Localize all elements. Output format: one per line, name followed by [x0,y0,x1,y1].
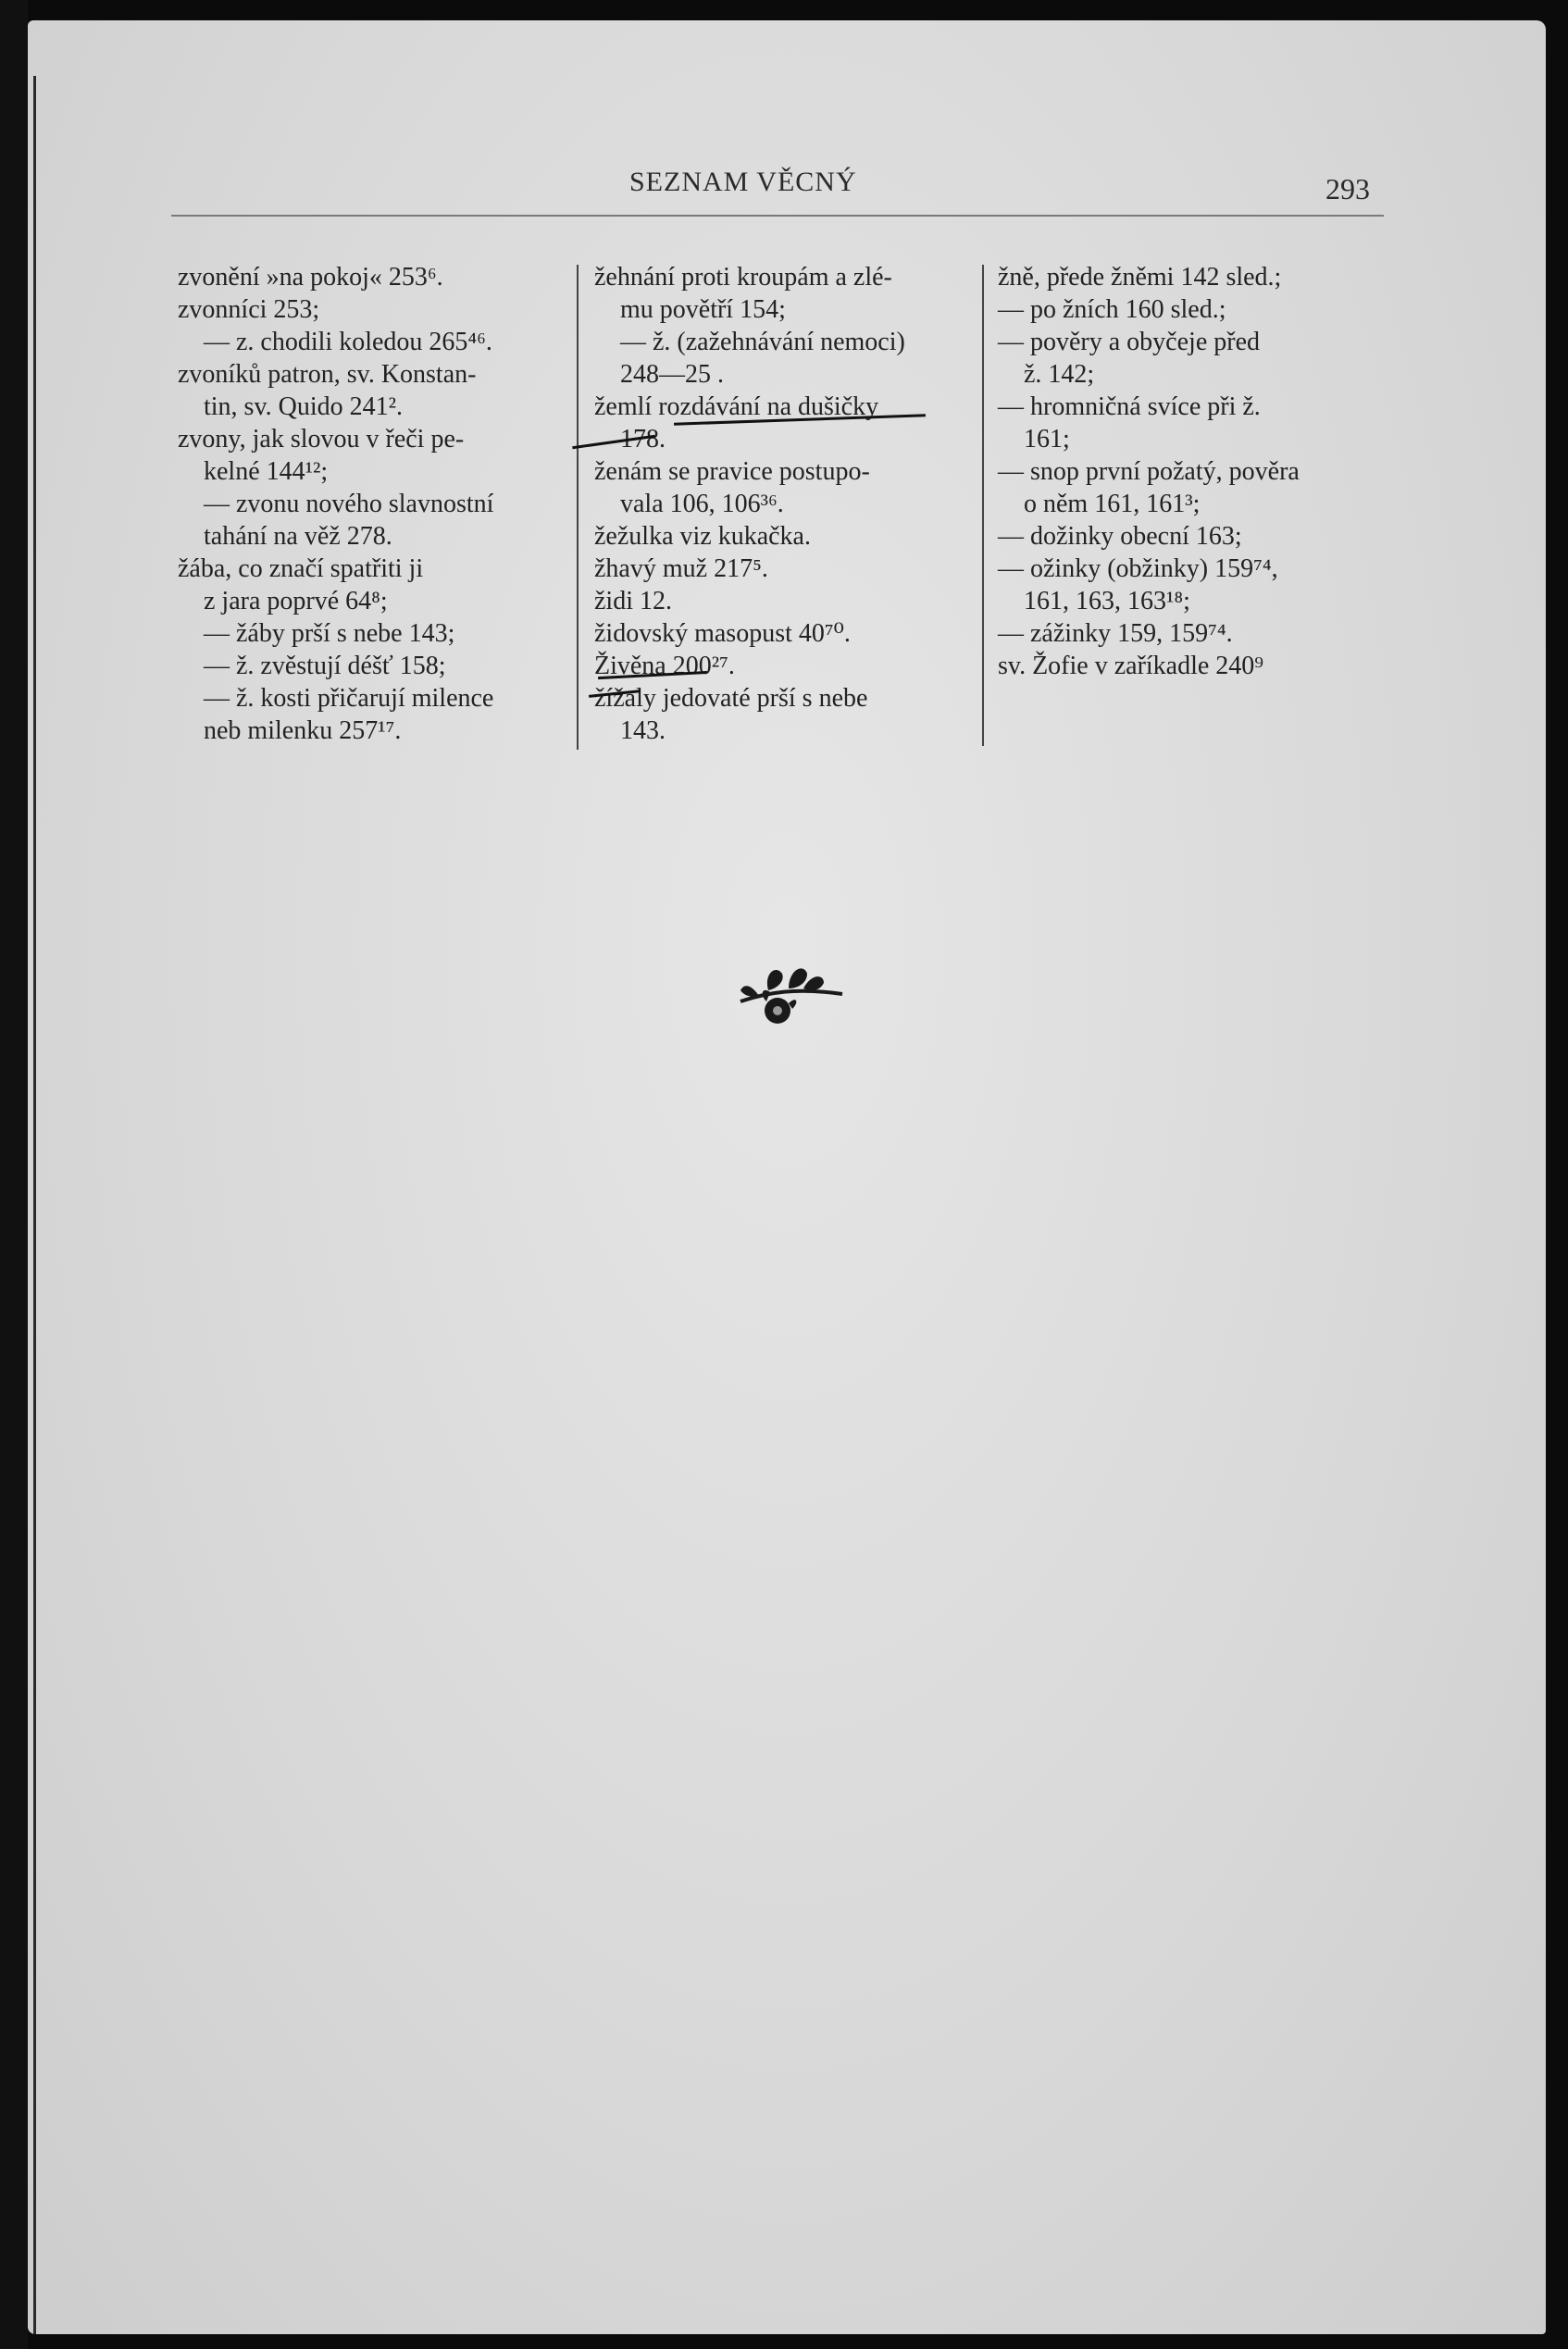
column-divider-2 [982,265,984,746]
page-edge-shadow [33,76,36,2334]
index-entry-line: 143. [620,716,666,745]
index-entry-line: — zážinky 159, 159⁷⁴. [998,619,1233,648]
index-column-3 [998,261,1387,682]
index-entry-line: — snop první požatý, pověra [998,457,1300,486]
index-entry-line: Živěna 200²⁷. [594,652,735,680]
index-entry-line: — z. chodili koledou 265⁴⁶. [204,328,492,356]
index-entry-line: mu povětří 154; [620,295,786,324]
index-entry-line: 161; [1024,425,1070,454]
index-entry-line: žehnání proti kroupám a zlé- [594,263,892,292]
index-entry-line: kelné 144¹²; [204,457,329,486]
index-entry-line: sv. Žofie v zaříkadle 240⁹ [998,652,1264,680]
index-entry-line: žába, co značí spatřiti ji [178,554,424,583]
index-entry-line: tin, sv. Quido 241². [204,392,404,421]
running-title: SEZNAM VĚCNÝ [629,167,857,197]
index-entry-line: zvoníků patron, sv. Konstan- [178,360,477,389]
index-entry-line: neb milenku 257¹⁷. [204,716,402,745]
index-entry-line: — zvonu nového slavnostní [204,490,494,518]
scan-border-left [0,0,28,2349]
index-entry-line: žežulka viz kukačka. [594,522,811,551]
index-entry-line: zvonění »na pokoj« 253⁶. [178,263,443,292]
index-entry-line: 161, 163, 163¹⁸; [1024,587,1190,615]
index-entry-line: židi 12. [594,587,672,615]
index-entry-line: — žáby prší s nebe 143; [204,619,455,648]
index-entry-line: zvony, jak slovou v řeči pe- [178,425,465,454]
index-entry-line: — ž. zvěstují déšť 158; [204,652,446,680]
index-entry-line: — ožinky (obžinky) 159⁷⁴, [998,554,1278,583]
index-entry-line: tahání na věž 278. [204,522,392,551]
index-entry-line: vala 106, 106³⁶. [620,490,784,518]
index-entry-line: ženám se pravice postupo- [594,457,870,486]
index-entry-line: žhavý muž 217⁵. [594,554,768,583]
index-entry-line: ž. 142; [1024,360,1095,389]
index-entry-line: 248—25 . [620,360,724,389]
index-entry-line: žemlí rozdávání na dušičky [594,392,879,421]
index-entry-line: židovský masopust 40⁷⁰. [594,619,851,648]
index-entry-line: 178. [620,425,666,454]
page-number: 293 [1325,172,1370,205]
index-entry-line: o něm 161, 161³; [1024,490,1201,518]
index-entry-line: — hromničná svíce při ž. [998,392,1261,421]
column-divider-1 [577,265,579,750]
index-entry-line: — po žních 160 sled.; [998,295,1226,324]
index-entry-line: žně, přede žněmi 142 sled.; [998,263,1282,292]
index-column-1 [178,261,566,747]
index-entry-line: z jara poprvé 64⁸; [204,587,388,615]
index-entry-line: — dožinky obecní 163; [998,522,1242,551]
index-entry-line: zvonníci 253; [178,295,320,324]
index-entry-line: — pověry a obyčeje před [998,328,1260,356]
index-entry-line: — ž. kosti přičarují milence [204,684,494,713]
floral-vignette-icon [731,937,852,1029]
header-rule [171,215,1384,217]
index-entry-line: žížaly jedovaté prší s nebe [594,684,868,713]
index-entry-line: — ž. (zažehnávání nemoci) [620,328,905,356]
